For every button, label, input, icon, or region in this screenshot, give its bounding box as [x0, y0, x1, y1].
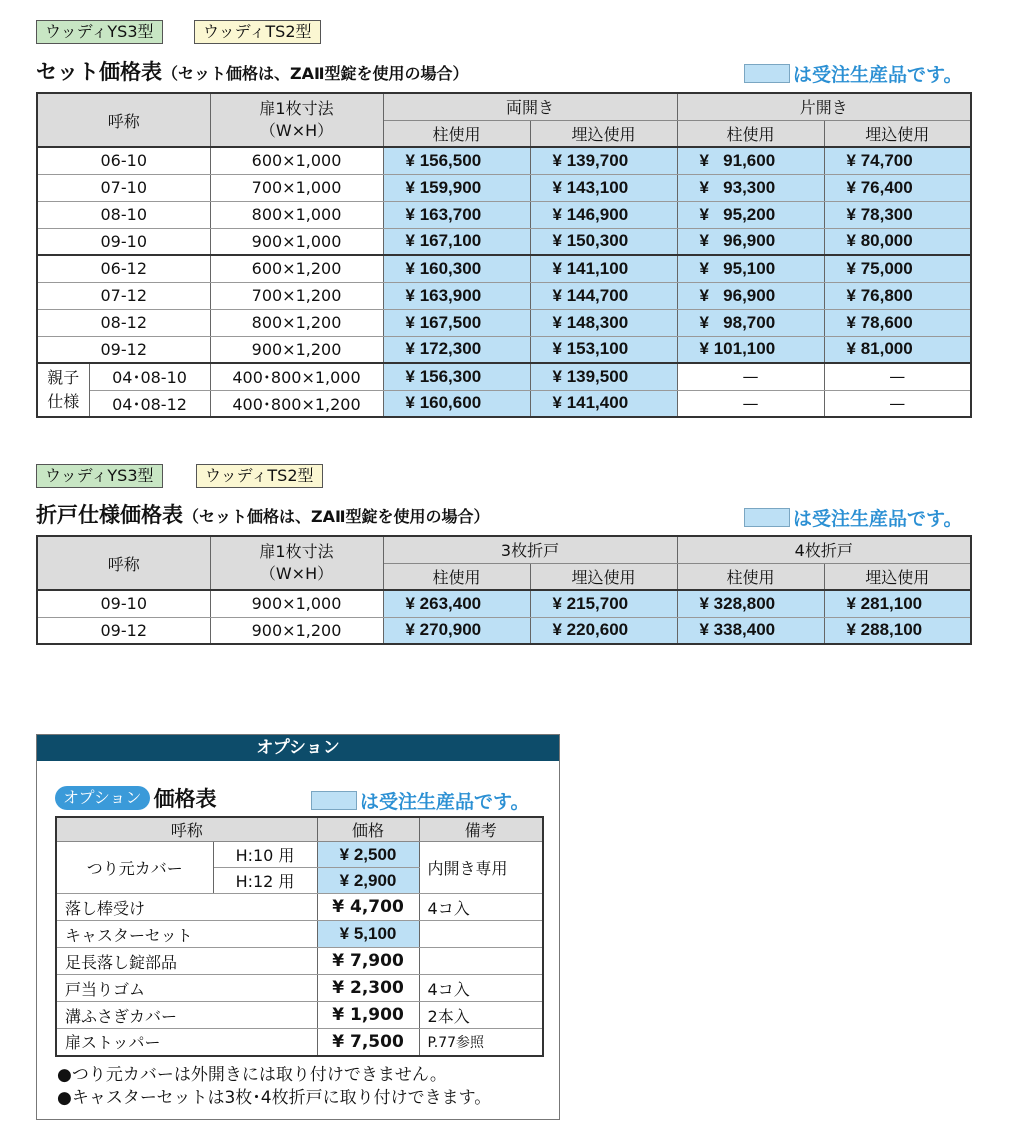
- row-name: 08-10: [37, 201, 210, 228]
- header-size-line2: （W×H）: [259, 564, 334, 583]
- table-row: [37, 228, 971, 255]
- table-row: [56, 842, 543, 868]
- options-price-table: [55, 816, 544, 1057]
- header-single: 片開き: [677, 93, 971, 120]
- price-cell: ¥ 4,700: [317, 894, 419, 921]
- options-panel: [36, 734, 560, 1120]
- legend-text: は受注生産品です。: [793, 508, 963, 530]
- row-name: 溝ふさぎカバー: [56, 1002, 317, 1029]
- header-three-fold: 3枚折戸: [383, 536, 677, 563]
- price-cell: ¥ 163,700: [383, 201, 530, 228]
- legend-text: は受注生産品です。: [360, 791, 530, 813]
- legend-swatch: [311, 791, 357, 810]
- table-row: [37, 390, 971, 417]
- table-row: [37, 336, 971, 363]
- price-cell: ¥ 220,600: [530, 617, 677, 644]
- header-price: 価格: [317, 817, 419, 842]
- header-embed: 埋込使用: [824, 120, 971, 147]
- price-cell: ¥ 78,600: [824, 309, 971, 336]
- price-cell: ¥ 156,500: [383, 147, 530, 174]
- price-cell: ¥ 78,300: [824, 201, 971, 228]
- tag-woody-ts2: ウッディTS2型: [194, 20, 321, 44]
- options-pill: オプション: [55, 786, 150, 810]
- price-cell: ¥ 141,400: [530, 390, 677, 417]
- oyako-label: [37, 363, 89, 417]
- row-name: 08-12: [37, 309, 210, 336]
- tag-woody-ys3: ウッディYS3型: [36, 464, 163, 488]
- table-row: [37, 309, 971, 336]
- fold-price-title: [36, 499, 490, 529]
- price-cell: ¥ 2,300: [317, 975, 419, 1002]
- price-cell: ¥ 96,900: [677, 228, 824, 255]
- row-name: 04･08-10: [89, 363, 210, 390]
- row-note: 2本入: [419, 1002, 543, 1029]
- row-name: 07-12: [37, 282, 210, 309]
- row-size: 900×1,200: [210, 336, 383, 363]
- price-cell: ¥ 7,900: [317, 948, 419, 975]
- header-size-line1: 扉1枚寸法: [259, 99, 334, 118]
- table-row: [37, 255, 971, 282]
- row-size: 900×1,000: [210, 590, 383, 617]
- dash-cell: —: [677, 390, 824, 417]
- table-row: [37, 147, 971, 174]
- row-note: [419, 948, 543, 975]
- set-price-title-text: セット価格表: [36, 60, 162, 84]
- row-name: 09-12: [37, 336, 210, 363]
- legend-swatch: [744, 64, 790, 83]
- header-note: 備考: [419, 817, 543, 842]
- row-name: 戸当りゴム: [56, 975, 317, 1002]
- row-name: 09-12: [37, 617, 210, 644]
- price-cell: ¥ 5,100: [317, 921, 419, 948]
- dash-cell: —: [677, 363, 824, 390]
- made-to-order-legend: [311, 787, 529, 814]
- price-cell: ¥ 143,100: [530, 174, 677, 201]
- price-cell: ¥ 74,700: [824, 147, 971, 174]
- price-cell: ¥ 80,000: [824, 228, 971, 255]
- row-name: 09-10: [37, 590, 210, 617]
- price-cell: ¥ 215,700: [530, 590, 677, 617]
- price-cell: ¥ 95,100: [677, 255, 824, 282]
- row-size: 400･800×1,000: [210, 363, 383, 390]
- row-variant: H:10 用: [213, 842, 317, 868]
- table-row: [37, 590, 971, 617]
- price-cell: ¥ 141,100: [530, 255, 677, 282]
- price-cell: ¥ 7,500: [317, 1029, 419, 1056]
- fold-price-table: [36, 535, 972, 645]
- header-size-line2: （W×H）: [259, 121, 334, 140]
- header-embed: 埋込使用: [530, 563, 677, 590]
- row-size: 800×1,200: [210, 309, 383, 336]
- price-cell: ¥ 144,700: [530, 282, 677, 309]
- price-cell: ¥ 146,900: [530, 201, 677, 228]
- table-row: [37, 282, 971, 309]
- price-cell: ¥ 148,300: [530, 309, 677, 336]
- row-note: 4コ入: [419, 975, 543, 1002]
- price-cell: ¥ 153,100: [530, 336, 677, 363]
- row-size: 900×1,000: [210, 228, 383, 255]
- header-size: [210, 536, 383, 590]
- row-name: つり元カバー: [56, 842, 213, 894]
- table-row: [37, 363, 971, 390]
- row-note: P.77参照: [419, 1029, 543, 1056]
- option-note-1: ●つり元カバーは外開きには取り付けできません。: [57, 1065, 447, 1085]
- table-row: [56, 894, 543, 921]
- row-size: 700×1,000: [210, 174, 383, 201]
- header-embed: 埋込使用: [824, 563, 971, 590]
- table-row: [37, 617, 971, 644]
- option-note-2: ●キャスターセットは3枚･4枚折戸に取り付けできます。: [57, 1088, 492, 1108]
- price-cell: ¥ 76,400: [824, 174, 971, 201]
- price-cell: ¥ 76,800: [824, 282, 971, 309]
- price-cell: ¥ 2,500: [317, 842, 419, 868]
- row-size: 400･800×1,200: [210, 390, 383, 417]
- price-cell: ¥ 139,500: [530, 363, 677, 390]
- price-cell: ¥ 81,000: [824, 336, 971, 363]
- price-cell: ¥ 75,000: [824, 255, 971, 282]
- row-size: 800×1,000: [210, 201, 383, 228]
- header-four-fold: 4枚折戸: [677, 536, 971, 563]
- row-name: 07-10: [37, 174, 210, 201]
- set-price-table: [36, 92, 972, 418]
- oyako-label-1: 親子: [47, 368, 80, 387]
- header-pillar: 柱使用: [677, 120, 824, 147]
- header-name: 呼称: [56, 817, 317, 842]
- dash-cell: —: [824, 390, 971, 417]
- set-price-subtitle: （セット価格は、ZAⅡ型錠を使用の場合）: [162, 64, 469, 83]
- price-cell: ¥ 1,900: [317, 1002, 419, 1029]
- tag-woody-ys3: ウッディYS3型: [36, 20, 163, 44]
- header-name: 呼称: [37, 536, 210, 590]
- options-title: [55, 783, 217, 813]
- row-name: 扉ストッパー: [56, 1029, 317, 1056]
- row-size: 700×1,200: [210, 282, 383, 309]
- price-cell: ¥ 160,300: [383, 255, 530, 282]
- row-name: キャスターセット: [56, 921, 317, 948]
- price-cell: ¥ 163,900: [383, 282, 530, 309]
- row-name: 06-12: [37, 255, 210, 282]
- header-pillar: 柱使用: [383, 563, 530, 590]
- price-cell: ¥ 263,400: [383, 590, 530, 617]
- header-name: 呼称: [37, 93, 210, 147]
- price-cell: ¥ 160,600: [383, 390, 530, 417]
- row-size: 600×1,000: [210, 147, 383, 174]
- made-to-order-legend: [744, 60, 962, 87]
- header-size: [210, 93, 383, 147]
- header-embed: 埋込使用: [530, 120, 677, 147]
- price-cell: ¥ 91,600: [677, 147, 824, 174]
- table-row: [37, 174, 971, 201]
- row-name: 足長落し錠部品: [56, 948, 317, 975]
- price-cell: ¥ 172,300: [383, 336, 530, 363]
- row-note: [419, 921, 543, 948]
- row-variant: H:12 用: [213, 868, 317, 894]
- price-cell: ¥ 281,100: [824, 590, 971, 617]
- table-row: [56, 1002, 543, 1029]
- header-pillar: 柱使用: [383, 120, 530, 147]
- price-cell: ¥ 328,800: [677, 590, 824, 617]
- row-note: 4コ入: [419, 894, 543, 921]
- price-cell: ¥ 98,700: [677, 309, 824, 336]
- oyako-label-2: 仕様: [47, 392, 80, 411]
- price-cell: ¥ 167,500: [383, 309, 530, 336]
- row-size: 900×1,200: [210, 617, 383, 644]
- row-name: 09-10: [37, 228, 210, 255]
- set-price-title: [36, 56, 469, 86]
- options-title-text: 価格表: [153, 787, 217, 811]
- fold-price-title-text: 折戸仕様価格表: [36, 503, 183, 527]
- price-cell: ¥ 288,100: [824, 617, 971, 644]
- price-cell: ¥ 270,900: [383, 617, 530, 644]
- row-note: 内開き専用: [419, 842, 543, 894]
- table-row: [56, 948, 543, 975]
- row-name: 06-10: [37, 147, 210, 174]
- header-pillar: 柱使用: [677, 563, 824, 590]
- header-size-line1: 扉1枚寸法: [259, 542, 334, 561]
- price-cell: ¥ 167,100: [383, 228, 530, 255]
- price-cell: ¥ 159,900: [383, 174, 530, 201]
- tag-woody-ts2: ウッディTS2型: [196, 464, 323, 488]
- price-cell: ¥ 93,300: [677, 174, 824, 201]
- dash-cell: —: [824, 363, 971, 390]
- row-size: 600×1,200: [210, 255, 383, 282]
- row-name: 04･08-12: [89, 390, 210, 417]
- row-name: 落し棒受け: [56, 894, 317, 921]
- legend-swatch: [744, 508, 790, 527]
- legend-text: は受注生産品です。: [793, 64, 963, 86]
- price-cell: ¥ 338,400: [677, 617, 824, 644]
- price-cell: ¥ 139,700: [530, 147, 677, 174]
- price-cell: ¥ 96,900: [677, 282, 824, 309]
- table-row: [56, 921, 543, 948]
- header-double: 両開き: [383, 93, 677, 120]
- table-row: [56, 975, 543, 1002]
- price-cell: ¥ 156,300: [383, 363, 530, 390]
- price-cell: ¥ 2,900: [317, 868, 419, 894]
- options-header: オプション: [37, 735, 559, 761]
- price-cell: ¥ 150,300: [530, 228, 677, 255]
- table-row: [56, 1029, 543, 1056]
- price-cell: ¥ 101,100: [677, 336, 824, 363]
- price-cell: ¥ 95,200: [677, 201, 824, 228]
- fold-price-subtitle: （セット価格は、ZAⅡ型錠を使用の場合）: [183, 507, 490, 526]
- made-to-order-legend: [744, 504, 962, 531]
- table-row: [37, 201, 971, 228]
